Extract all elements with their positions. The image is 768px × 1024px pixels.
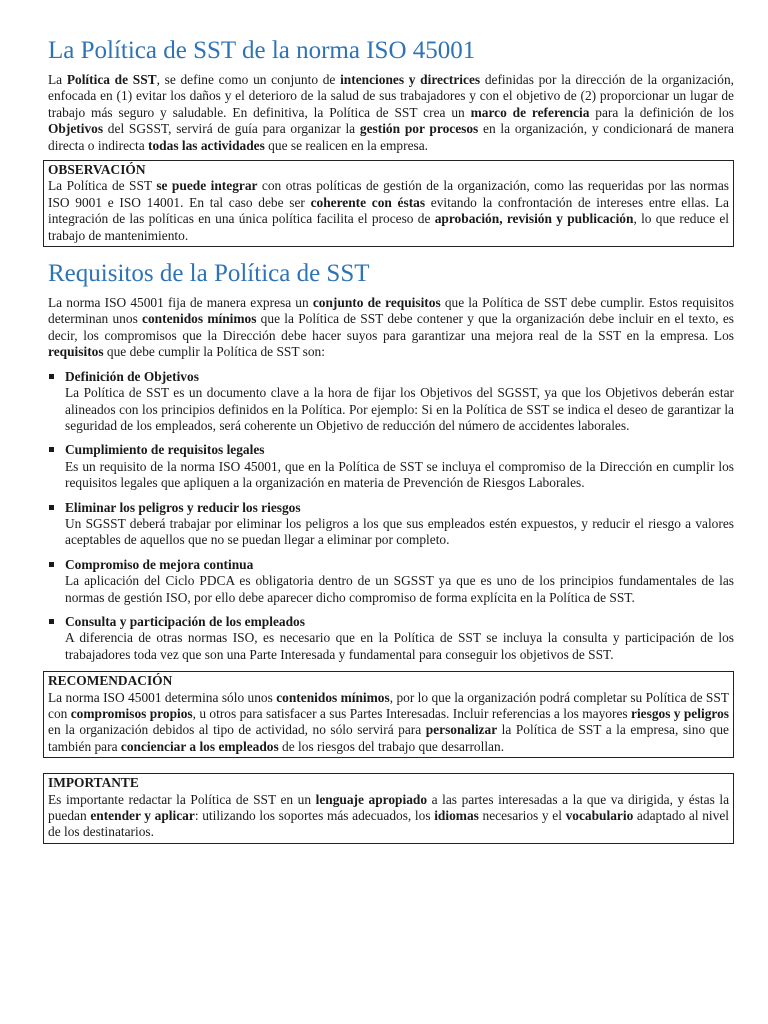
bullet-icon <box>49 619 54 624</box>
text-run: : utilizando los soportes más adecuados, los <box>194 808 435 824</box>
bold-term: idiomas <box>434 808 479 824</box>
bold-term: personalizar <box>425 722 498 738</box>
bold-term: coherente con éstas <box>310 194 426 210</box>
bold-term: riesgos y peligros <box>631 706 729 721</box>
text-run: que la Política de SST debe cumplir. Estos requisitos determinan unos <box>48 295 734 327</box>
bold-term: concienciar a los empleados <box>120 738 279 754</box>
list-item-title: Eliminar los peligros y reducir los riesgos <box>65 499 301 515</box>
text-run: con otras políticas de gestión de la organización, como las requeridas por las normas ISO 9001 e ISO 14001. En tal caso debe ser <box>48 178 729 210</box>
intro-paragraph <box>48 72 734 154</box>
bold-term: vocabulario <box>565 808 634 824</box>
bold-term: gestión por procesos <box>359 121 479 137</box>
list-item <box>48 442 734 491</box>
text-run: adaptado al nivel de los destinatarios. <box>48 808 729 840</box>
text-run: La norma ISO 45001 fija de manera expresa un <box>48 295 313 311</box>
bullet-icon <box>49 447 54 452</box>
list-item <box>48 500 734 549</box>
observacion-title: OBSERVACIÓN <box>48 162 146 178</box>
bold-term: requisitos <box>48 344 104 360</box>
text-run: en la organización, y condicionará de manera directa o indirecta <box>48 121 734 153</box>
list-item-text: A diferencia de otras normas ISO, es necesario que en la Política de SST se incluya la consulta y participación de los trabajadores toda vez que son una Parte Interesada y fundamental para conseguir los objetivos de SST. <box>65 630 734 662</box>
text-run: a las partes interesadas a la que va dirigida, y éstas la puedan <box>48 791 730 824</box>
list-item-title: Definición de Objetivos <box>65 368 199 384</box>
text-run: , por lo que la organización podrá completar su Política de SST con <box>48 689 729 721</box>
text-run: la Política de SST a la empresa, sino que también para <box>48 722 729 754</box>
recomendacion-box <box>43 671 734 758</box>
text-run: La Política de SST <box>48 178 157 194</box>
text-run: , se define como un conjunto de <box>156 72 341 87</box>
text-run: del SGSST, servirá de guía para organizar la <box>103 121 360 137</box>
section-title-requisitos: Requisitos de la Política de SST <box>48 260 370 288</box>
list-item-title: Consulta y participación de los empleados <box>65 613 305 629</box>
recomendacion-title: RECOMENDACIÓN <box>48 673 173 689</box>
text-run: que debe cumplir la Política de SST son: <box>103 344 325 360</box>
bold-term: conjunto de requisitos <box>312 295 441 311</box>
bold-term: contenidos mínimos <box>142 311 257 327</box>
observacion-paragraph <box>48 178 729 244</box>
text-run: que la Política de SST debe contener y que la organización debe incluir en el texto, es decir, los compromisos que la Dirección debe hacer suyos para garantizar una mejora real de la SST en la empresa. Los <box>48 311 734 343</box>
text-run: Es importante redactar la Política de SST en un <box>48 791 316 807</box>
bold-term: aprobación, revisión y publicación <box>434 211 634 227</box>
list-item <box>48 557 734 606</box>
bold-term: lenguaje apropiado <box>315 791 428 807</box>
list-item-title: Compromiso de mejora continua <box>65 556 254 572</box>
bold-term: intenciones y directrices <box>340 72 481 87</box>
bullet-icon <box>49 505 54 510</box>
bold-term: se puede integrar <box>156 178 258 194</box>
bold-term: contenidos mínimos <box>276 689 390 705</box>
bold-term: compromisos propios <box>70 706 193 721</box>
bold-term: Política de SST <box>66 72 157 87</box>
text-run: , u otros para satisfacer a sus Partes Interesadas. Incluir referencias a los mayores <box>192 706 631 721</box>
bold-term: todas las actividades <box>148 137 265 153</box>
importante-paragraph <box>48 792 729 841</box>
bold-term: Objetivos <box>48 121 104 137</box>
list-item-title: Cumplimiento de requisitos legales <box>65 442 265 458</box>
list-item <box>48 614 734 663</box>
text-run: , lo que reduce el trabajo de mantenimiento. <box>48 211 729 243</box>
text-run: necesarios y el <box>478 808 566 824</box>
bold-term: marco de referencia <box>470 104 590 120</box>
list-item-text: Es un requisito de la norma ISO 45001, que en la Política de SST se incluya el compromiso de la Dirección en cumplir los requisitos legales que apliquen a la organización en materia de Prevención de Riesgos Laborales. <box>65 458 734 491</box>
text-run: definidas por la dirección de la organización, enfocada en (1) evitar los daños y el deterioro de la salud de sus trabajadores y con el objetivo de (2) proporcionar un lugar de trabajo más seguro y saludable. En definitiva, la Política de SST crea un <box>48 72 734 120</box>
list-item <box>48 369 734 435</box>
bullet-icon <box>49 562 54 567</box>
requisitos-list <box>48 369 734 664</box>
text-run: de los riesgos del trabajo que desarrollan. <box>278 738 505 754</box>
text-run: que se realicen en la empresa. <box>264 137 429 153</box>
text-run: La <box>48 72 67 87</box>
importante-title: IMPORTANTE <box>48 775 139 791</box>
bullet-icon <box>49 374 54 379</box>
text-run: La norma ISO 45001 determina sólo unos <box>48 689 277 705</box>
bold-term: entender y aplicar <box>90 808 195 824</box>
list-item-text: Un SGSST deberá trabajar por eliminar los peligros a los que sus empleados estén expuestos, y reducir el riesgo a valores aceptables de aquellos que no se puedan llegar a eliminar por completo. <box>65 515 734 548</box>
list-item-text: La aplicación del Ciclo PDCA es obligatoria dentro de un SGSST ya que es uno de los principios fundamentales de las normas de gestión ISO, por ello debe aparecer dicho compromiso de forma explícita en la Política de SST. <box>65 573 734 605</box>
list-item-text: La Política de SST es un documento clave a la hora de fijar los Objetivos del SGSST, ya que los Objetivos deberán estar alineados con los principios definidos en la Política. Por ejemplo: Si en la Política de SST se indica el deseo de garantizar la seguridad de los empleados, será coherente un Objetivo de reducción del número de accidentes laborales. <box>65 385 734 433</box>
section-title-politica: La Política de SST de la norma ISO 45001 <box>48 37 476 64</box>
text-run: en la organización debidos al tipo de actividad, no sólo servirá para <box>48 722 426 738</box>
requisitos-paragraph <box>48 295 734 361</box>
observacion-box <box>43 160 734 247</box>
recomendacion-paragraph <box>48 690 729 756</box>
text-run: evitando la confrontación de intereses entre ellas. La integración de las políticas en una única política facilita el proceso de <box>48 194 729 227</box>
importante-box <box>43 773 734 844</box>
text-run: para la definición de los <box>589 104 734 120</box>
